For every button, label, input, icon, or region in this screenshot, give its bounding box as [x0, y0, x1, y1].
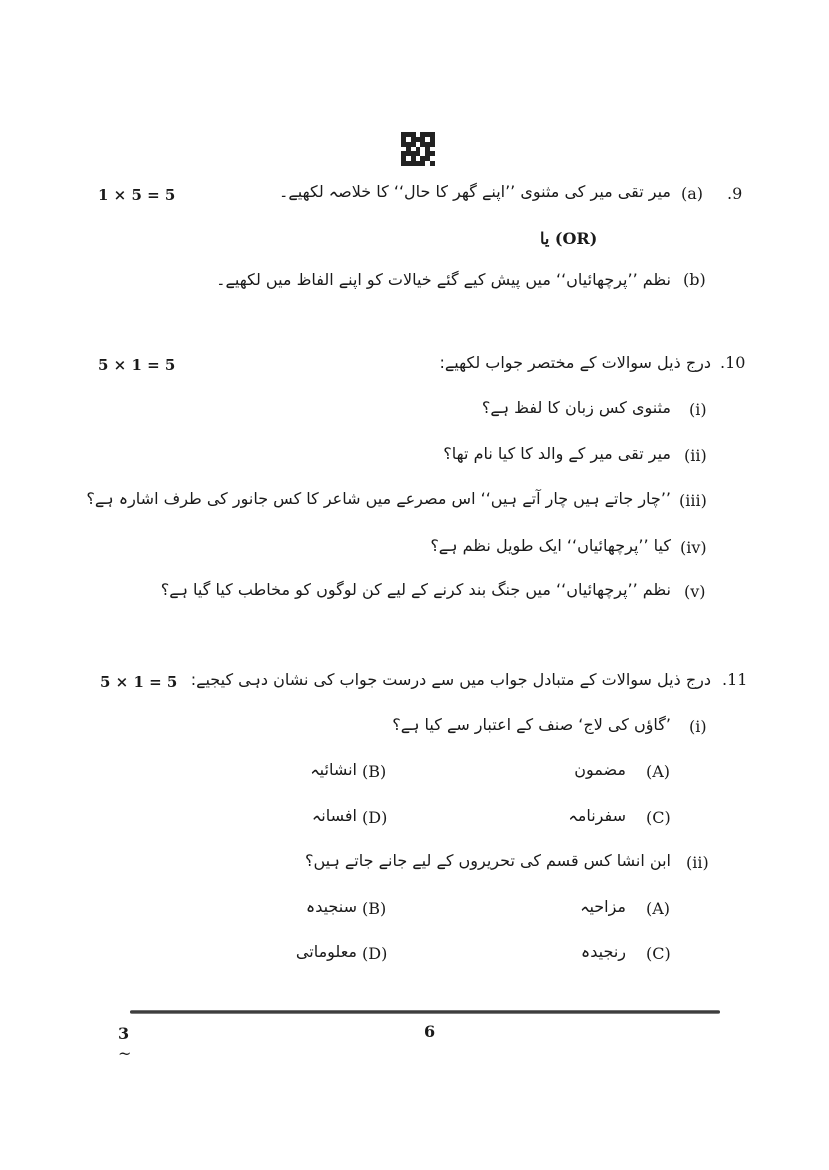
option-label: (B)	[362, 762, 387, 781]
q9-a-text: میر تقی میر کی مثنوی ’’اپنے گھر کا حال‘‘ کا خلاصہ لکھیے۔	[279, 182, 671, 201]
option-label: (D)	[362, 808, 388, 827]
q10-item-text: کیا ’’پرچھائیاں‘‘ ایک طویل نظم ہے؟	[430, 536, 671, 555]
q11-sub-i-label: (i)	[689, 717, 707, 736]
q9-or-label: یا (OR)	[540, 229, 598, 248]
footer-code: 3	[118, 1024, 130, 1043]
q9-marks: 1 × 5 = 5	[98, 186, 176, 204]
q9-b-text: نظم ’’پرچھائیاں‘‘ میں پیش کیے گئے خیالات کو اپنے الفاظ میں لکھیے۔	[216, 270, 671, 289]
option-label: (A)	[646, 899, 671, 918]
option-label: (A)	[646, 762, 671, 781]
q11-sub-i-text: ’گاؤں کی لاج‘ صنف کے اعتبار سے کیا ہے؟	[392, 715, 671, 734]
page-number: 6	[424, 1022, 436, 1041]
footer-divider	[130, 1010, 720, 1014]
q10-heading: درج ذیل سوالات کے مختصر جواب لکھیے:	[439, 353, 711, 372]
q10-item-label: (i)	[689, 400, 707, 419]
q9-number: .9	[727, 184, 743, 203]
q11-sub-ii-text: ابن انشا کس قسم کی تحریروں کے لیے جانے جاتے ہیں؟	[304, 851, 671, 870]
option-label: (C)	[646, 944, 671, 963]
option-text: سفرنامہ	[568, 806, 626, 825]
option-label: (C)	[646, 808, 671, 827]
option-label: (D)	[362, 944, 388, 963]
option-text: انشائیہ	[310, 760, 357, 779]
footer-tilde: ~	[118, 1044, 132, 1063]
q10-item-label: (iv)	[680, 538, 707, 557]
qr-code-icon	[401, 132, 435, 166]
q10-item-text: میر تقی میر کے والد کا کیا نام تھا؟	[443, 444, 671, 463]
q10-item-text: ’’چار جاتے ہیں چار آتے ہیں‘‘ اس مصرعے میں شاعر کا کس جانور کی طرف اشارہ ہے؟	[86, 489, 671, 508]
q10-item-label: (v)	[684, 582, 706, 601]
option-text: مضمون	[574, 760, 626, 779]
option-text: سنجیدہ	[305, 897, 357, 916]
option-text: افسانہ	[311, 806, 357, 825]
q9-b-label: (b)	[683, 270, 706, 289]
q10-item-label: (iii)	[679, 491, 707, 510]
option-text: معلوماتی	[295, 942, 357, 961]
q10-marks: 5 × 1 = 5	[98, 356, 176, 374]
q9-a-label: (a)	[681, 184, 704, 203]
option-label: (B)	[362, 899, 387, 918]
q10-item-text: مثنوی کس زبان کا لفظ ہے؟	[481, 398, 671, 417]
option-text: مزاحیہ	[580, 897, 626, 916]
q10-item-text: نظم ’’پرچھائیاں‘‘ میں جنگ بند کرنے کے لیے کن لوگوں کو مخاطب کیا گیا ہے؟	[160, 580, 671, 599]
q11-marks: 5 × 1 = 5	[100, 673, 178, 691]
option-text: رنجیدہ	[580, 942, 626, 961]
q11-number: .11	[722, 670, 748, 689]
q10-number: .10	[720, 353, 746, 372]
q10-item-label: (ii)	[684, 446, 707, 465]
q11-heading: درج ذیل سوالات کے متبادل جواب میں سے درست جواب کی نشان دہی کیجیے:	[190, 670, 711, 689]
q11-sub-ii-label: (ii)	[686, 853, 709, 872]
